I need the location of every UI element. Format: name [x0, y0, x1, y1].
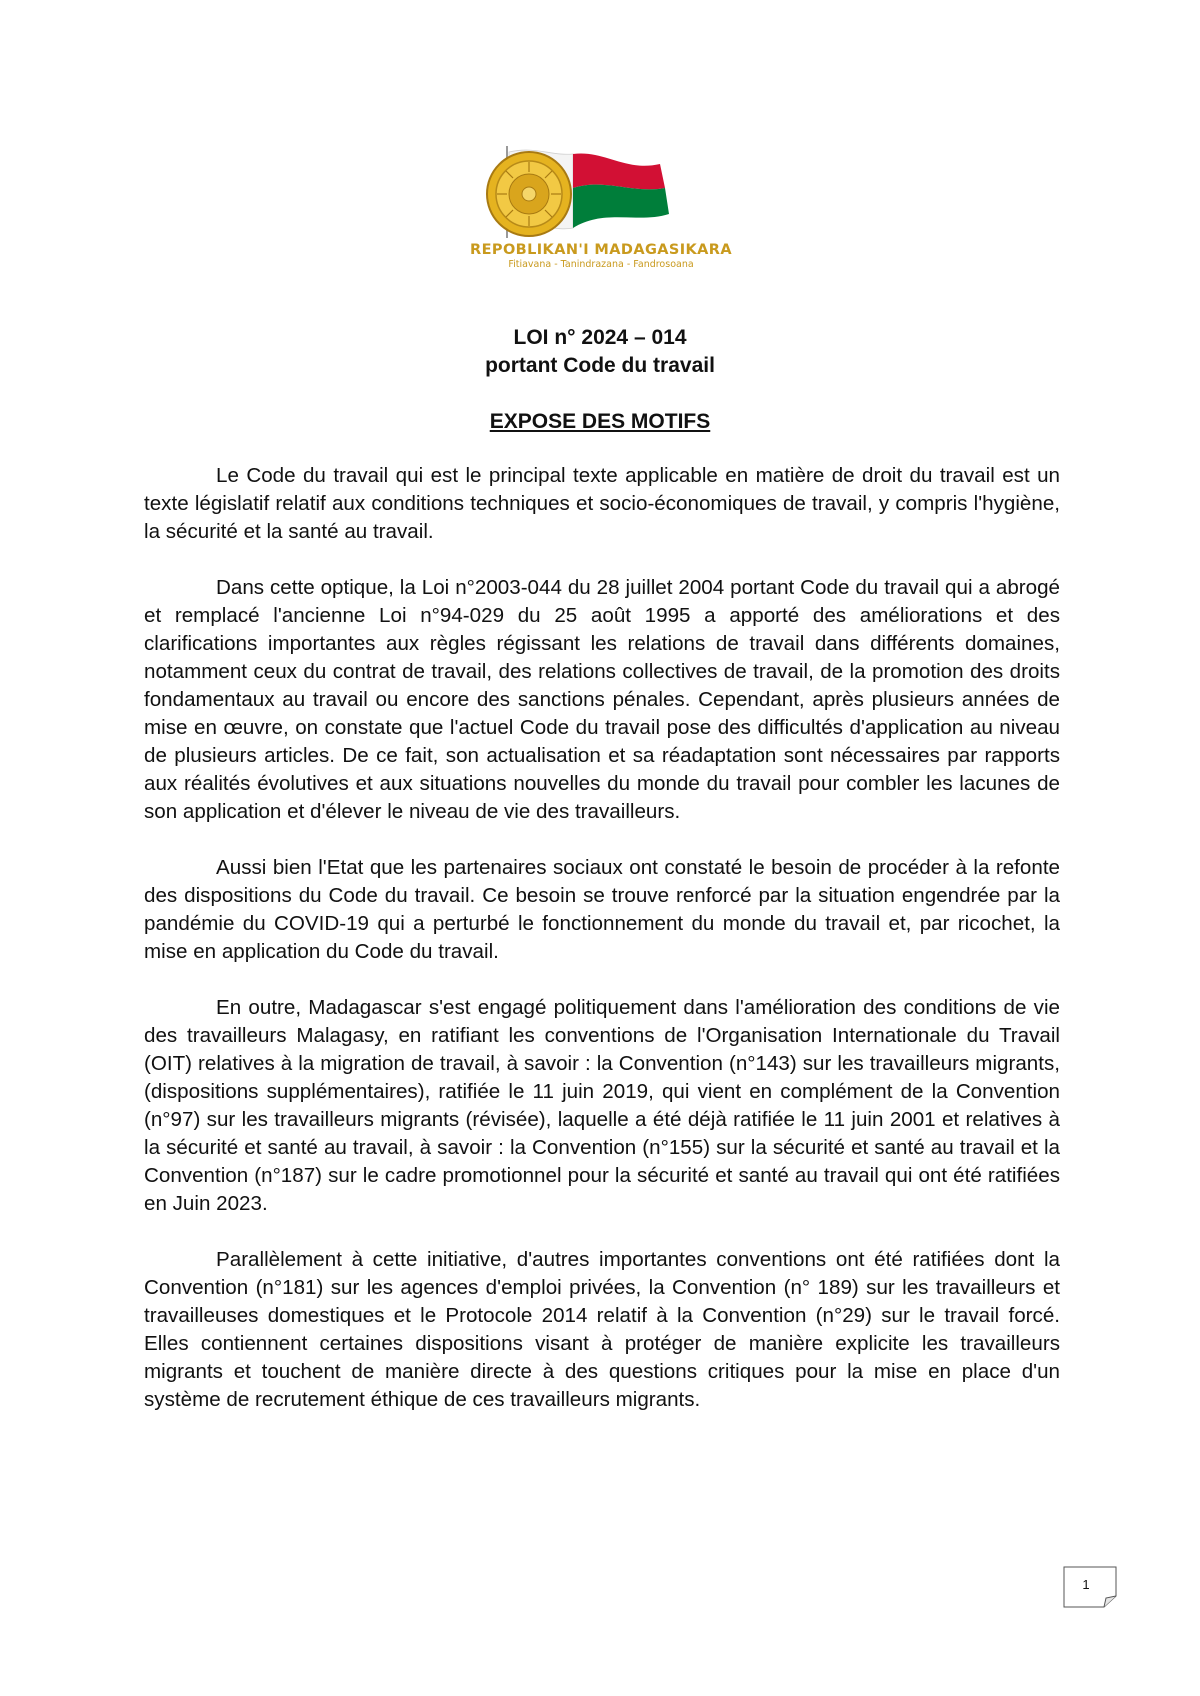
paragraph: En outre, Madagascar s'est engagé politiquement dans l'amélioration des conditions de vie des travailleurs Malagasy, en ratifiant les conventions de l'Organisation Internationale du Travail (OIT) relatives à la migration de travail, à savoir : la Convention (n°143) sur les travailleurs migrants, (dispositions supplémentaires), ratifiée le 11 juin 2019, qui vient en complément de la Convention (n°97) sur les travailleurs migrants (révisée), laquelle a été déjà ratifiée le 11 juin 2001 et relatives à la sécurité et santé au travail, à savoir : la Convention (n°155) sur la sécurité et santé au travail et la Convention (n°187) sur le cadre promotionnel pour la sécurité et santé au travail qui ont été ratifiées en Juin 2023.: [144, 996, 1060, 1215]
paragraph: Parallèlement à cette initiative, d'autres importantes conventions ont été ratifiées dont la Convention (n°181) sur les agences d'emploi privées, la Convention (n° 189) sur les travailleurs et travailleuses domestiques et le Protocole 2014 relatif à la Convention (n°29) sur le travail forcé. Elles contiennent certaines dispositions visant à protéger de manière explicite les travailleurs migrants et touchent de manière directe à des questions critiques pour la mise en place d'un système de recrutement éthique de ces travailleurs migrants.: [144, 1248, 1060, 1411]
emblem-country-name: REPOBLIKAN'I MADAGASIKARA: [470, 242, 732, 258]
page-number: 1: [1082, 1577, 1090, 1592]
document-body: [144, 462, 1060, 1442]
paragraph: Aussi bien l'Etat que les partenaires sociaux ont constaté le besoin de procéder à la refonte des dispositions du Code du travail. Ce besoin se trouve renforcé par la situation engendrée par la pandémie du COVID-19 qui a perturbé le fonctionnement du monde du travail et, par ricochet, la mise en application du Code du travail.: [144, 856, 1060, 963]
section-heading: EXPOSE DES MOTIFS: [489, 410, 711, 433]
page-number-box: [1063, 1566, 1117, 1608]
republic-emblem: [455, 142, 745, 272]
paragraph: Dans cette optique, la Loi n°2003-044 du 28 juillet 2004 portant Code du travail qui a abrogé et remplacé l'ancienne Loi n°94-029 du 25 août 1995 a apporté des améliorations et des clarifications importantes aux règles régissant les relations de travail dans différents domaines, notamment ceux du contrat de travail, des relations collectives de travail, de la promotion des droits fondamentaux au travail ou encore des sanctions pénales. Cependant, après plusieurs années de mise en œuvre, on constate que l'actuel Code du travail pose des difficultés d'application au niveau de plusieurs articles. De ce fait, son actualisation et sa réadaptation sont nécessaires par rapports aux réalités évolutives et aux situations nouvelles du monde du travail pour combler les lacunes de son application et d'élever le niveau de vie des travailleurs.: [144, 576, 1060, 823]
law-title: LOI n° 2024 – 014: [513, 326, 687, 349]
madagascar-seal-and-flag-icon: [455, 142, 745, 240]
law-subtitle: portant Code du travail: [485, 354, 715, 377]
emblem-motto: Fitiavana - Tanindrazana - Fandrosoana: [508, 259, 694, 270]
paragraph: Le Code du travail qui est le principal texte applicable en matière de droit du travail est un texte législatif relatif aux conditions techniques et socio-économiques de travail, y compris l'hygiène, la sécurité et la santé au travail.: [144, 464, 1060, 543]
